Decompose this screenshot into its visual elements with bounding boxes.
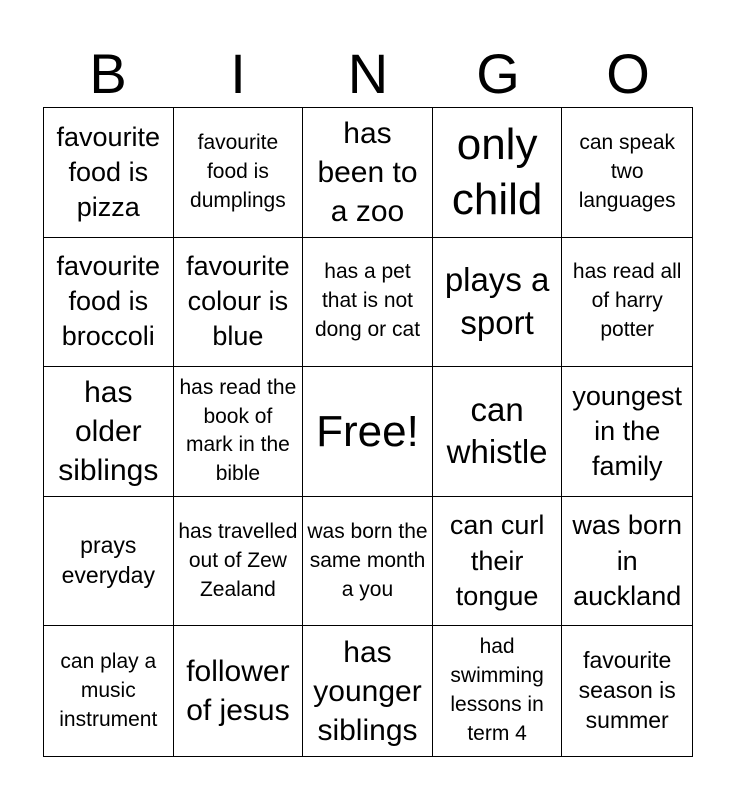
bingo-cell[interactable] xyxy=(303,108,433,238)
cell-text: prays everyday xyxy=(61,532,155,589)
cell-text: follower of jesus xyxy=(186,655,290,728)
bingo-cell[interactable] xyxy=(562,367,692,497)
bingo-cell[interactable] xyxy=(433,367,563,497)
bingo-header xyxy=(43,40,693,108)
cell-text: has a pet that is not dong or cat xyxy=(314,260,421,342)
header-letter-g: G xyxy=(476,42,520,105)
cell-text: had swimming lessons in term 4 xyxy=(450,635,544,746)
header-letter-n: N xyxy=(347,42,389,105)
bingo-cell[interactable] xyxy=(303,626,433,756)
cell-text: can whistle xyxy=(446,390,548,471)
bingo-cell[interactable] xyxy=(174,497,304,627)
cell-text: has younger siblings xyxy=(313,635,422,747)
cell-text: was born in auckland xyxy=(572,510,682,611)
cell-text: has read the book of mark in the bible xyxy=(179,375,297,486)
bingo-cell[interactable] xyxy=(174,626,304,756)
cell-text: can speak two languages xyxy=(578,130,676,212)
bingo-cell[interactable] xyxy=(433,626,563,756)
cell-text: has older siblings xyxy=(58,375,159,487)
bingo-cell[interactable] xyxy=(433,238,563,368)
bingo-cell[interactable] xyxy=(44,626,174,756)
bingo-cell[interactable] xyxy=(174,367,304,497)
cell-text: favourite food is broccoli xyxy=(56,251,161,352)
bingo-cell[interactable] xyxy=(174,108,304,238)
bingo-card-grid xyxy=(43,107,693,757)
bingo-cell[interactable] xyxy=(433,108,563,238)
cell-text: can curl their tongue xyxy=(449,510,545,611)
cell-text: has travelled out of Zew Zealand xyxy=(178,519,298,601)
header-letter-b: B xyxy=(89,42,127,105)
bingo-cell[interactable] xyxy=(44,108,174,238)
free-space-cell[interactable] xyxy=(303,367,433,497)
cell-text: plays a sport xyxy=(444,261,550,341)
bingo-cell[interactable] xyxy=(44,497,174,627)
cell-text: only child xyxy=(451,120,543,225)
cell-text: youngest in the family xyxy=(572,380,682,482)
cell-text: favourite food is pizza xyxy=(56,121,161,222)
cell-text: has been to a zoo xyxy=(317,116,418,228)
cell-text: was born the same month a you xyxy=(307,519,428,601)
bingo-cell[interactable] xyxy=(562,238,692,368)
cell-text: favourite colour is blue xyxy=(186,251,290,352)
bingo-cell[interactable] xyxy=(562,497,692,627)
cell-text: favourite season is summer xyxy=(578,647,676,734)
free-space-label: Free! xyxy=(316,406,419,456)
bingo-cell[interactable] xyxy=(174,238,304,368)
bingo-cell[interactable] xyxy=(562,626,692,756)
cell-text: has read all of harry potter xyxy=(572,260,682,342)
bingo-cell[interactable] xyxy=(433,497,563,627)
bingo-cell[interactable] xyxy=(44,238,174,368)
bingo-cell[interactable] xyxy=(44,367,174,497)
bingo-cell[interactable] xyxy=(303,238,433,368)
bingo-cell[interactable] xyxy=(562,108,692,238)
cell-text: can play a music instrument xyxy=(59,649,158,731)
header-letter-i: I xyxy=(230,42,246,105)
header-letter-o: O xyxy=(606,42,650,105)
cell-text: favourite food is dumplings xyxy=(190,130,286,212)
bingo-cell[interactable] xyxy=(303,497,433,627)
